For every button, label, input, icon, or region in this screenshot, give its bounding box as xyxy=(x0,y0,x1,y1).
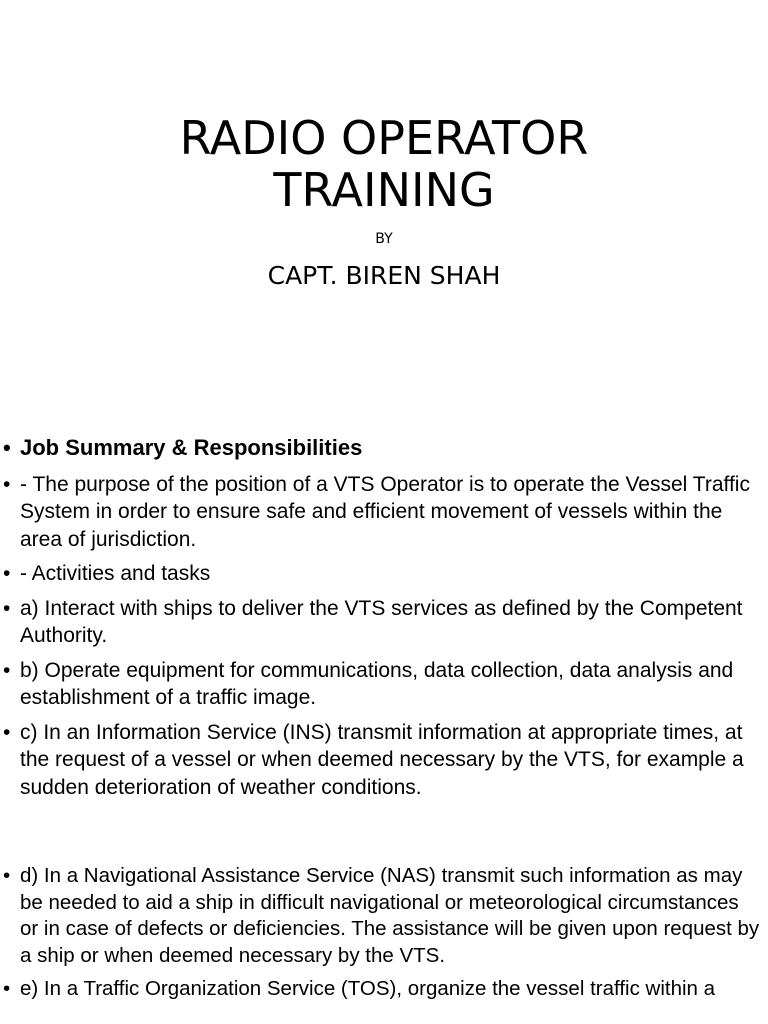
bullet-heading: • Job Summary & Responsibilities xyxy=(0,434,768,462)
bullet-d: • d) In a Navigational Assistance Service (NAS) transmit such information as may be needed to aid a ship in difficult navigational or meteorological circumstances or in case of defects or deficiencies. The assistance will be given upon request by a ship or when deemed necessary by the VTS. xyxy=(0,863,768,969)
slide-title xyxy=(0,112,768,216)
bullet-activities: • - Activities and tasks xyxy=(0,560,768,588)
bullet-c: • c) In an Information Service (INS) transmit information at appropriate times, at the request of a vessel or when deemed necessary by the VTS, for example a sudden deterioration of weather conditions. xyxy=(0,719,768,802)
by-label: BY xyxy=(375,231,393,247)
bullet-a: • a) Interact with ships to deliver the VTS services as defined by the Competent Authority. xyxy=(0,595,768,650)
slide-title-line-1: RADIO OPERATOR xyxy=(179,111,589,165)
bullet-list xyxy=(0,434,768,1003)
author-name: CAPT. BIREN SHAH xyxy=(267,261,501,290)
slide-title-line-2: TRAINING xyxy=(273,163,495,217)
bullet-b: • b) Operate equipment for communications, data collection, data analysis and establishment of a traffic image. xyxy=(0,657,768,712)
title-slide xyxy=(0,0,768,400)
bullet-e: • e) In a Traffic Organization Service (TOS), organize the vessel traffic within a xyxy=(0,976,768,1003)
content-slide xyxy=(0,434,768,1010)
bullet-purpose: • - The purpose of the position of a VTS Operator is to operate the Vessel Traffic System in order to ensure safe and efficient movement of vessels within the area of jurisdiction. xyxy=(0,471,768,554)
